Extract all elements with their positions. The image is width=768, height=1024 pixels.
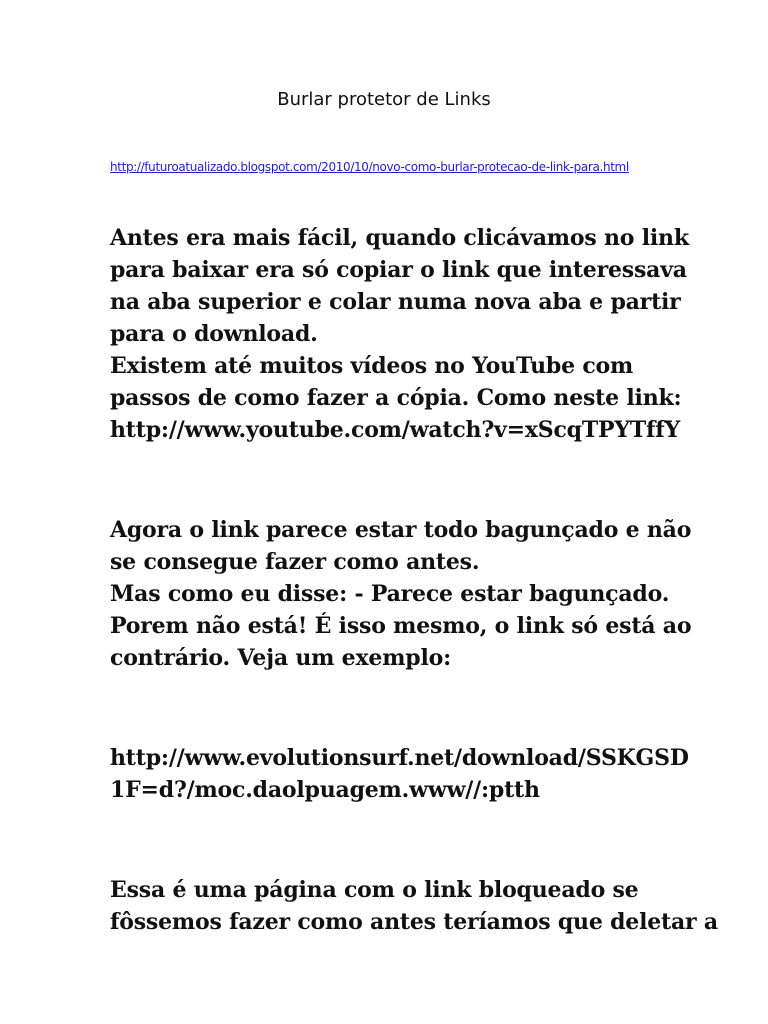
paragraph-line: Existem até muitos vídeos no YouTube com xyxy=(110,353,634,379)
paragraph-line: Agora o link parece estar todo bagunçado e não xyxy=(110,517,692,543)
paragraph-closing xyxy=(110,874,718,938)
paragraph-example-link xyxy=(110,742,689,806)
paragraph-line: fôssemos fazer como antes teríamos que deletar a xyxy=(110,909,718,935)
paragraph-line: Mas como eu disse: - Parece estar bagunçado. xyxy=(110,581,670,607)
paragraph-line: se consegue fazer como antes. xyxy=(110,549,480,575)
paragraph-explanation xyxy=(110,514,692,674)
paragraph-line: para baixar era só copiar o link que interessava xyxy=(110,257,687,283)
source-link[interactable]: http://futuroatualizado.blogspot.com/2010/10/novo-como-burlar-protecao-de-link-para.html xyxy=(110,160,629,174)
paragraph-line: contrário. Veja um exemplo: xyxy=(110,645,452,671)
paragraph-intro xyxy=(110,222,689,446)
paragraph-line: Essa é uma página com o link bloqueado se xyxy=(110,877,639,903)
paragraph-line: Antes era mais fácil, quando clicávamos no link xyxy=(110,225,689,251)
youtube-link-text: http://www.youtube.com/watch?v=xScqTPYTffY xyxy=(110,417,681,443)
example-link-line: 1F=d?/moc.daolpuagem.www//:ptth xyxy=(110,777,540,803)
paragraph-line: Porem não está! É isso mesmo, o link só está ao xyxy=(110,613,692,639)
paragraph-line: passos de como fazer a cópia. Como neste link: xyxy=(110,385,682,411)
document-title: Burlar protetor de Links xyxy=(277,89,491,110)
example-link-line: http://www.evolutionsurf.net/download/SSKGSD xyxy=(110,745,689,771)
paragraph-line: na aba superior e colar numa nova aba e partir xyxy=(110,289,681,315)
paragraph-line: para o download. xyxy=(110,321,318,347)
